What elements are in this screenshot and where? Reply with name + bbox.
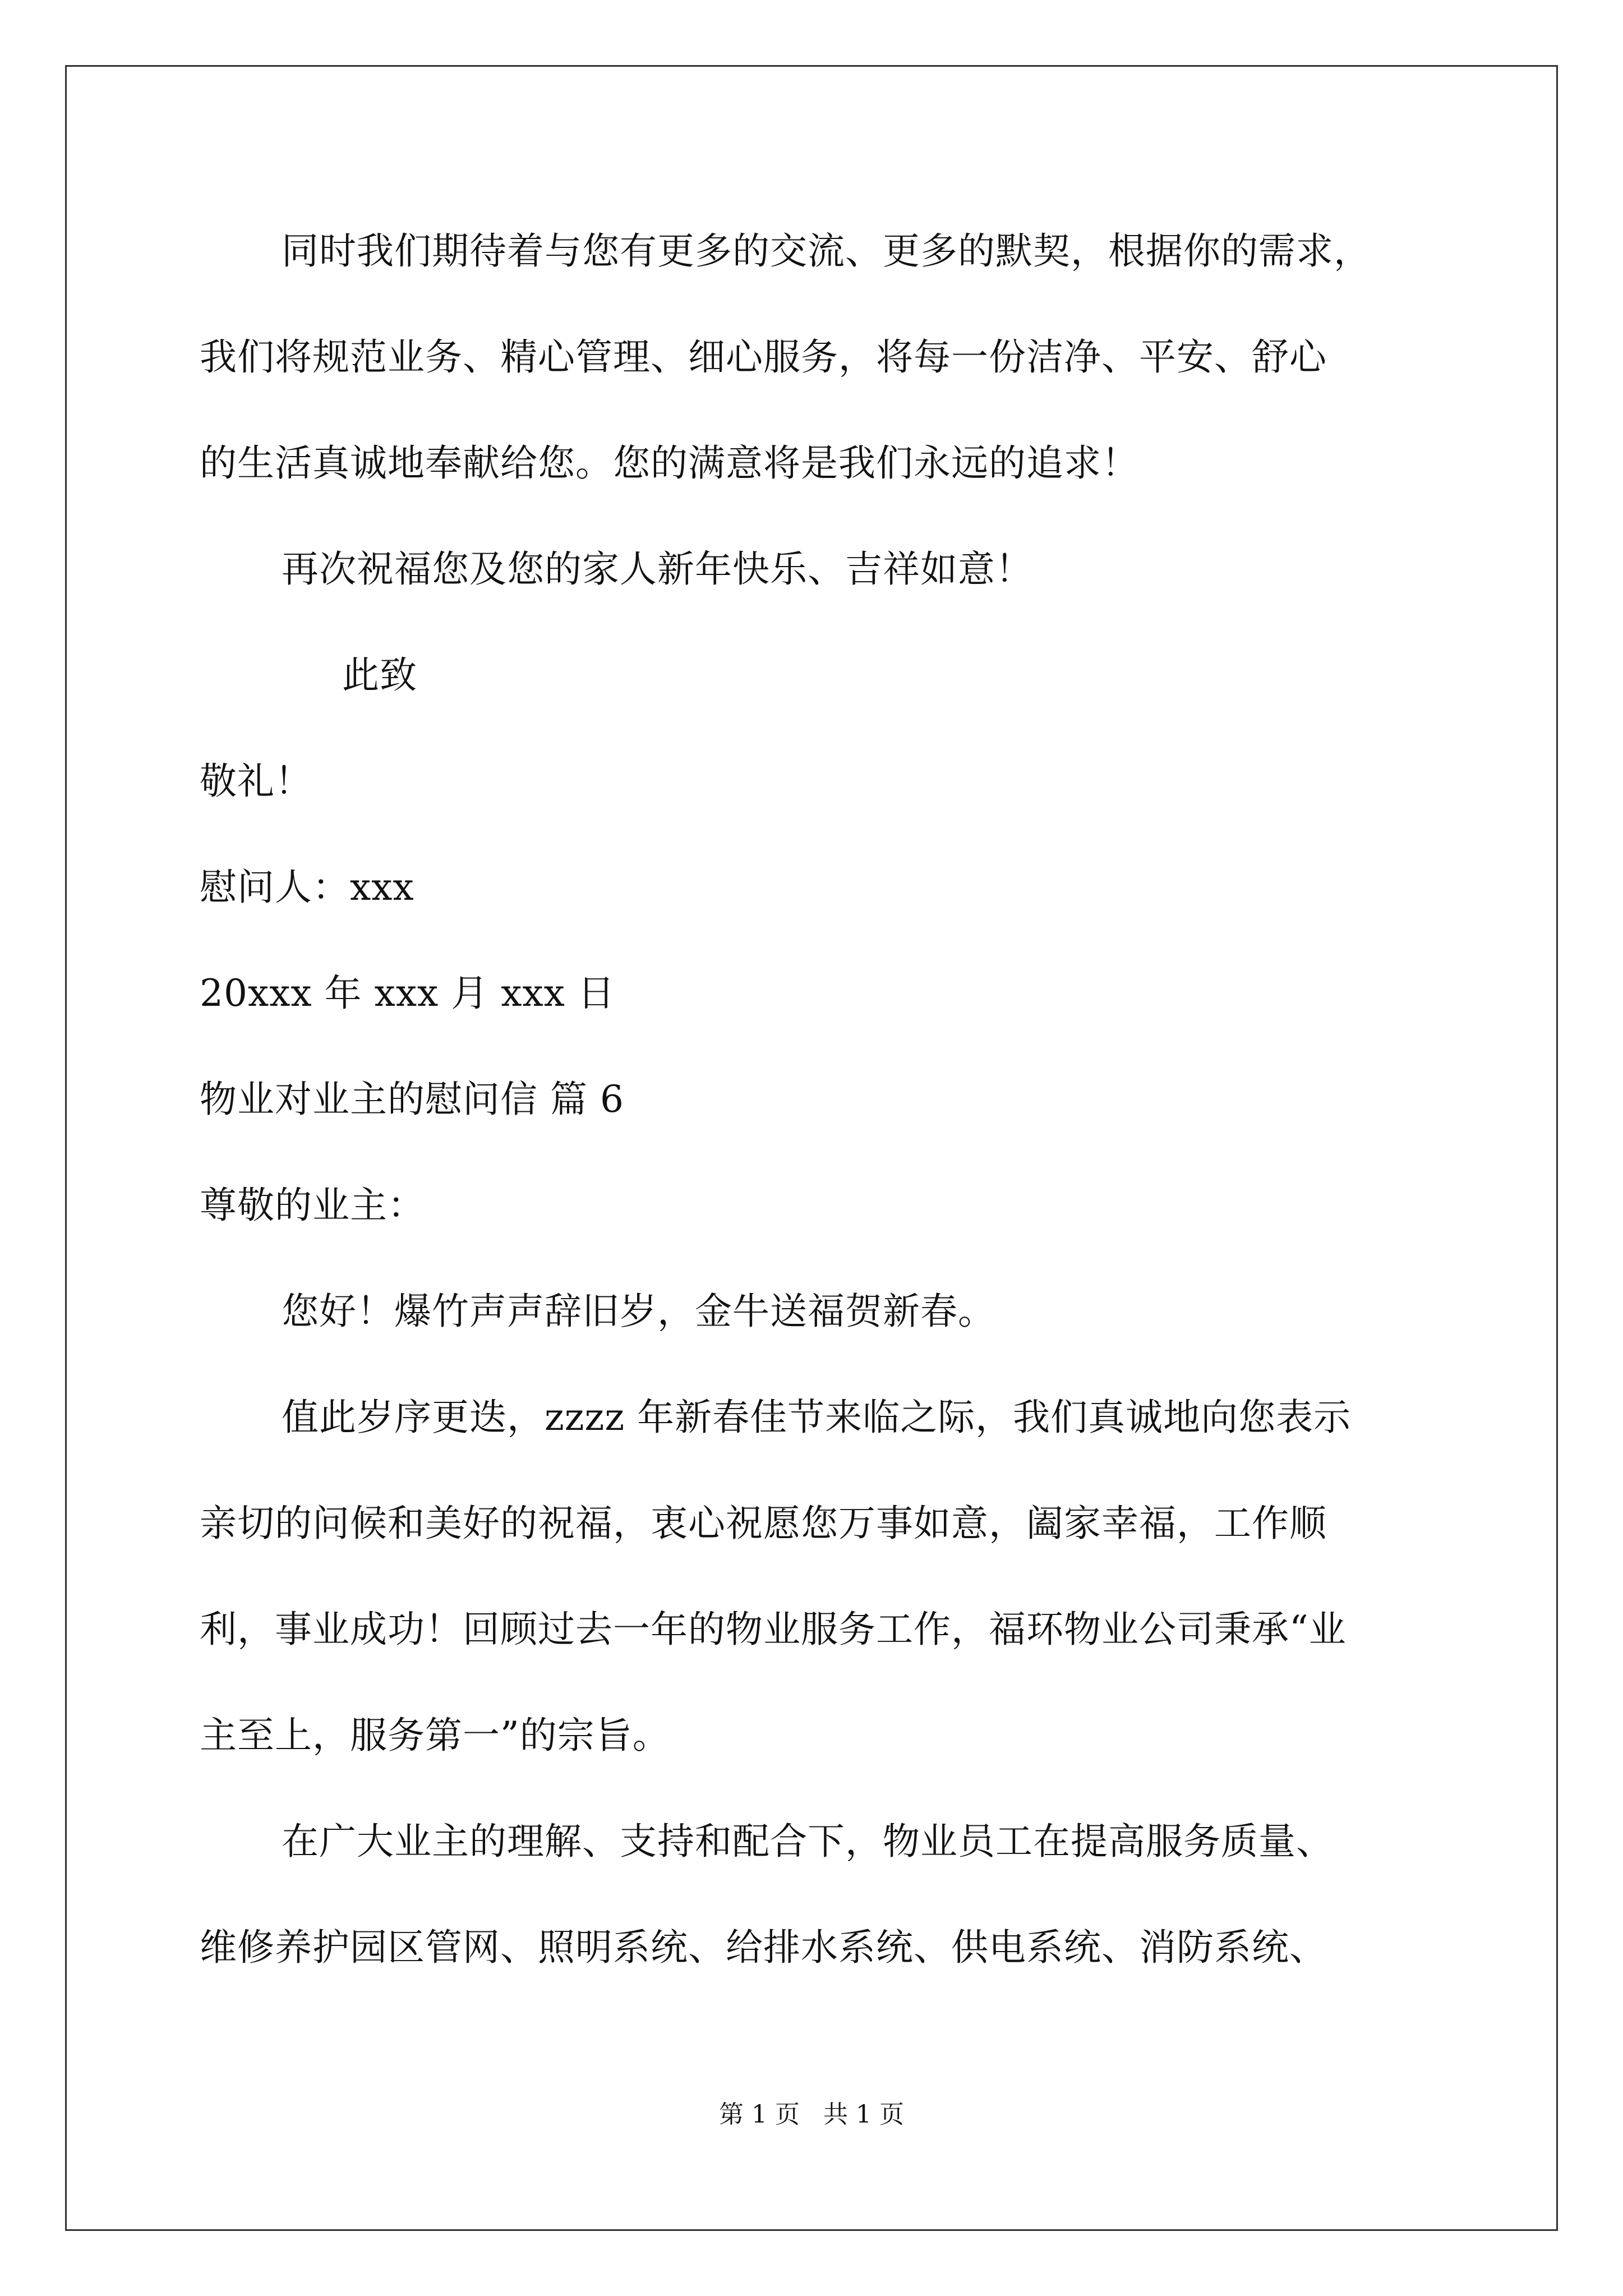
paragraph-line: 利，事业成功！回顾过去一年的物业服务工作，福环物业公司秉承“业	[200, 1608, 1347, 1651]
paragraph-line: 您好！爆竹声声辞旧岁，金牛送福贺新春。	[282, 1290, 995, 1333]
greeting-line: 尊敬的业主：	[200, 1184, 425, 1227]
paragraph-line: 维修养护园区管网、照明系统、给排水系统、供电系统、消防系统、	[200, 1926, 1327, 1969]
paragraph-line: 在广大业主的理解、支持和配合下，物业员工在提高服务质量、	[282, 1820, 1334, 1863]
paragraph-line: 值此岁序更迭，zzzz 年新春佳节来临之际，我们真诚地向您表示	[282, 1396, 1352, 1439]
closing-salutation: 此致	[342, 654, 417, 697]
paragraph-line: 亲切的问候和美好的祝福，衷心祝愿您万事如意，阖家幸福，工作顺	[200, 1502, 1327, 1545]
paragraph-line: 同时我们期待着与您有更多的交流、更多的默契，根据你的需求，	[282, 229, 1371, 273]
closing-regards: 敬礼！	[200, 760, 312, 803]
paragraph-line: 我们将规范业务、精心管理、细心服务，将每一份洁净、平安、舒心	[200, 335, 1327, 379]
page-footer: 第 1 页 共 1 页	[719, 2100, 904, 2129]
paragraph-line: 的生活真诚地奉献给您。您的满意将是我们永远的追求！	[200, 441, 1139, 485]
page-border	[65, 65, 1558, 2231]
paragraph-line: 主至上，服务第一”的宗旨。	[200, 1714, 670, 1757]
paragraph-line: 再次祝福您及您的家人新年快乐、吉祥如意！	[282, 547, 1033, 591]
date-line: 20xxx 年 xxx 月 xxx 日	[200, 972, 615, 1015]
section-title: 物业对业主的慰问信 篇 6	[200, 1078, 624, 1121]
signatory-line: 慰问人：xxx	[200, 866, 414, 909]
